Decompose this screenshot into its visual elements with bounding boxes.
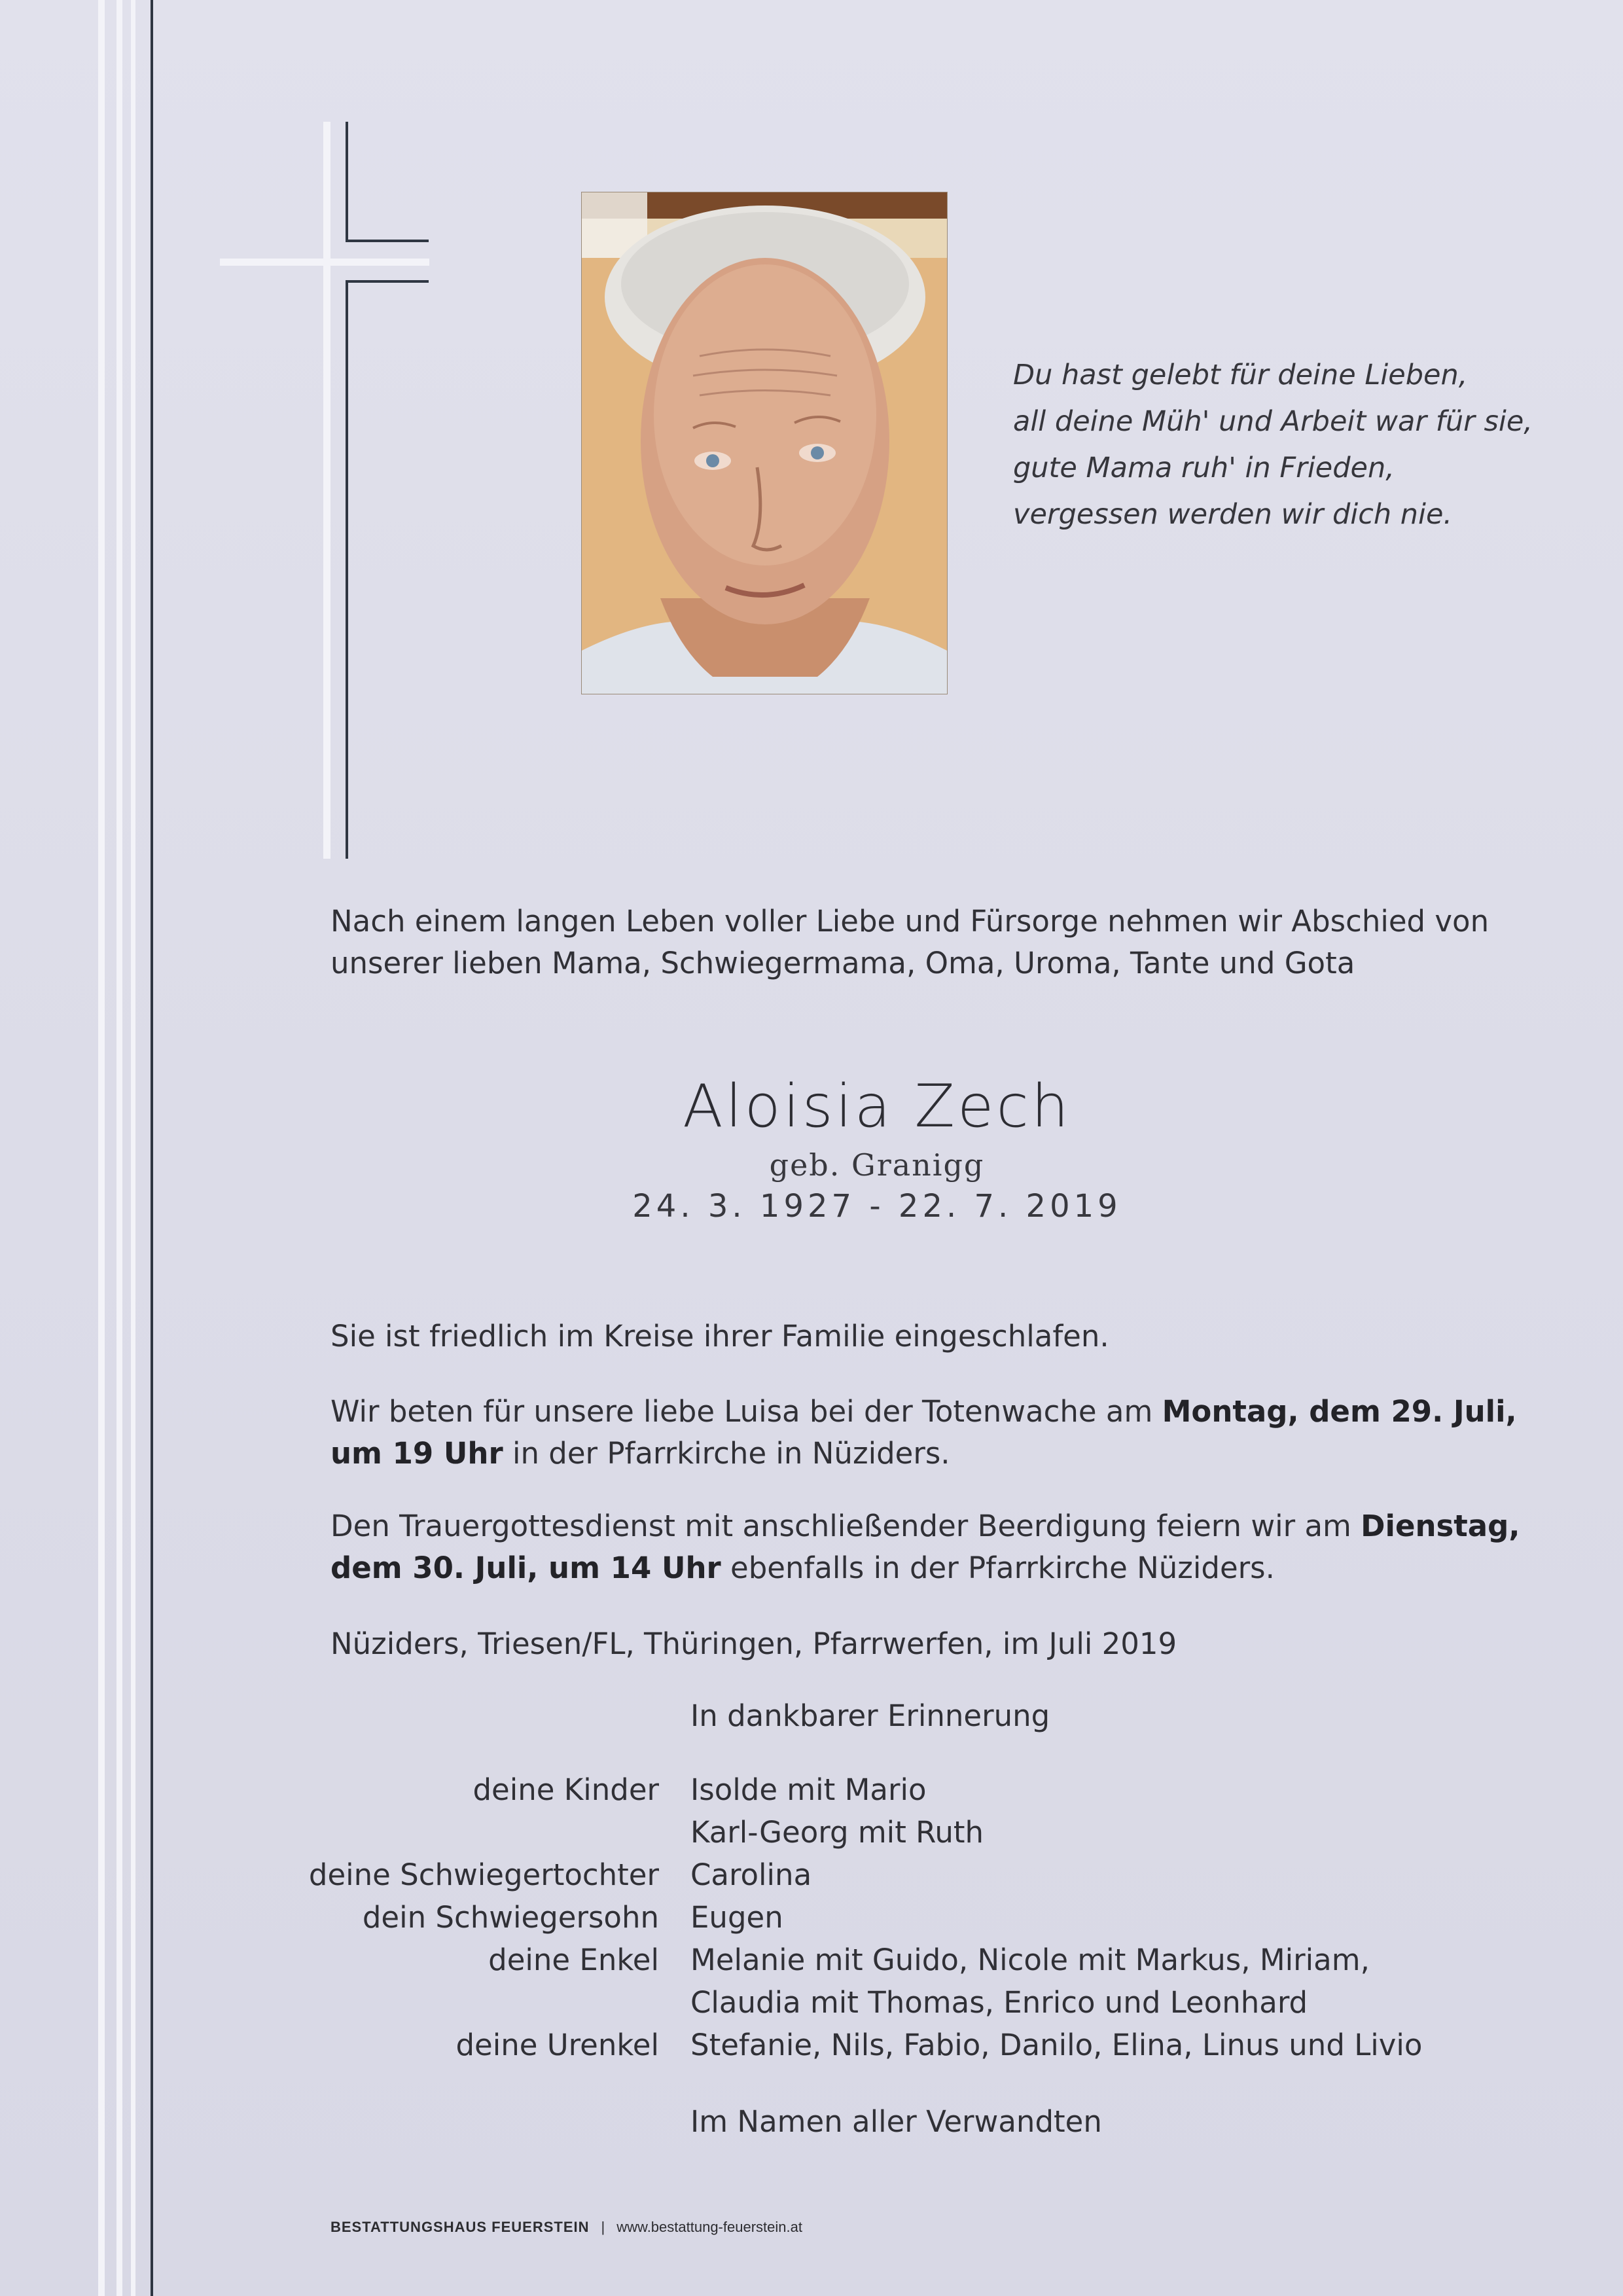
family-names: Eugen <box>690 1900 783 1935</box>
cross-white-vertical <box>323 122 330 859</box>
text: in der Pfarrkirche in Nüziders. <box>503 1436 950 1471</box>
family-names: Stefanie, Nils, Fabio, Danilo, Elina, Linus und Livio <box>690 2028 1423 2062</box>
paragraph-places-date <box>330 1623 1482 1665</box>
portrait-photo <box>581 192 948 694</box>
family-row <box>0 1772 1623 1815</box>
funeral-home-name: BESTATTUNGSHAUS FEUERSTEIN <box>330 2219 590 2235</box>
footer <box>330 2219 802 2236</box>
text: ebenfalls in der Pfarrkirche Nüziders. <box>721 1551 1275 1585</box>
poem-line: vergessen werden wir dich nie. <box>1013 498 1453 531</box>
family-names: Carolina <box>690 1857 812 1892</box>
cross-dark-horizontal-bottom <box>346 280 429 283</box>
cross-white-horizontal <box>220 259 429 266</box>
cross-dark-vertical-bottom <box>346 281 348 859</box>
text: Wir beten für unsere liebe Luisa bei der Totenwache am <box>330 1394 1162 1429</box>
funeral-date-time: dem 30. Juli, um 14 Uhr <box>330 1551 721 1585</box>
family-relation: dein Schwiegersohn <box>362 1900 659 1935</box>
intro-line: Nach einem langen Leben voller Liebe und Fürsorge nehmen wir Abschied von <box>330 904 1489 939</box>
poem <box>1013 352 1550 538</box>
cross-dark-horizontal-top <box>346 240 429 242</box>
paragraph-line <box>330 1505 1520 1547</box>
family-names: Melanie mit Guido, Nicole mit Markus, Miriam, <box>690 1943 1370 1977</box>
family-list <box>0 1772 1623 2070</box>
poem-line: Du hast gelebt für deine Lieben, <box>1013 359 1468 391</box>
family-relation: deine Kinder <box>473 1772 659 1807</box>
funeral-day: Dienstag, <box>1361 1509 1520 1543</box>
family-relation: deine Urenkel <box>455 2028 659 2062</box>
life-dates: 24. 3. 1927 - 22. 7. 2019 <box>632 1188 1122 1225</box>
family-row <box>0 2028 1623 2070</box>
paragraph-wake <box>330 1391 1517 1475</box>
paragraph-line <box>330 1433 1482 1475</box>
poem-line: gute Mama ruh' in Frieden, <box>1013 452 1395 484</box>
intro-line: unserer lieben Mama, Schwiegermama, Oma, Uroma, Tante und Gota <box>330 946 1355 980</box>
intro-paragraph <box>330 901 1489 984</box>
website-link[interactable]: www.bestattung-feuerstein.at <box>616 2219 802 2235</box>
family-names: Karl-Georg mit Ruth <box>690 1815 984 1850</box>
family-row <box>0 1815 1623 1857</box>
thanks-heading: In dankbarer Erinnerung <box>690 1698 1050 1733</box>
wake-date: Montag, dem 29. Juli, <box>1162 1394 1517 1429</box>
birth-name: geb. Granigg <box>769 1147 985 1183</box>
family-row <box>0 1900 1623 1943</box>
family-relation: deine Schwiegertochter <box>308 1857 659 1892</box>
paragraph-line <box>330 1547 1482 1589</box>
family-names: Claudia mit Thomas, Enrico und Leonhard <box>690 1985 1308 2020</box>
family-names: Isolde mit Mario <box>690 1772 927 1807</box>
cross-dark-vertical-top <box>346 122 348 242</box>
deceased-name: Aloisia Zech <box>683 1072 1071 1141</box>
wake-time: um 19 Uhr <box>330 1436 503 1471</box>
family-row <box>0 1857 1623 1900</box>
poem-line: all deine Müh' und Arbeit war für sie, <box>1013 405 1533 438</box>
family-relation: deine Enkel <box>488 1943 659 1977</box>
text: Den Trauergottesdienst mit anschließender Beerdigung feiern wir am <box>330 1509 1361 1543</box>
closing-line: Im Namen aller Verwandten <box>690 2104 1102 2139</box>
family-row <box>0 1985 1623 2028</box>
family-row <box>0 1943 1623 1985</box>
footer-separator: | <box>601 2219 605 2235</box>
paragraph-line <box>330 1391 1517 1433</box>
paragraph-passed-away <box>330 1316 1482 1357</box>
paragraph-funeral <box>330 1505 1520 1589</box>
paragraph-line: Nüziders, Triesen/FL, Thüringen, Pfarrwerfen, im Juli 2019 <box>330 1626 1177 1661</box>
paragraph-line: Sie ist friedlich im Kreise ihrer Familie eingeschlafen. <box>330 1319 1109 1354</box>
